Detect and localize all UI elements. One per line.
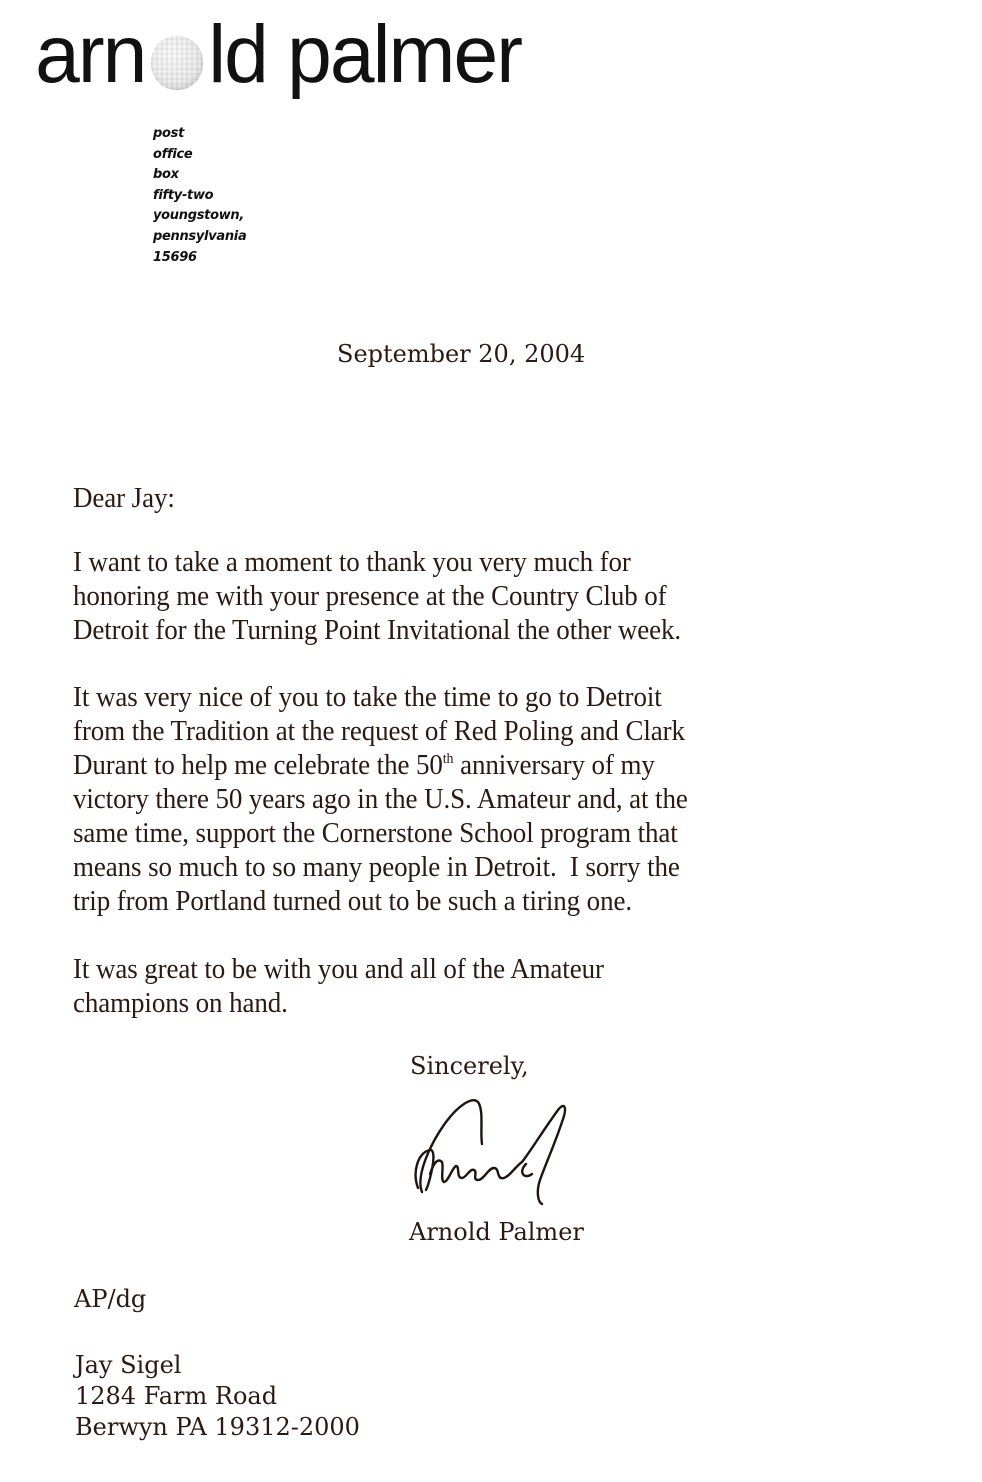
logo-text-start: arn xyxy=(35,9,146,100)
paragraph-1 xyxy=(73,545,681,647)
recipient-name: Jay Sigel xyxy=(75,1351,182,1379)
logo-text-end: ld palmer xyxy=(207,9,521,100)
address-line: box xyxy=(153,167,179,183)
text-line: victory there 50 years ago in the U.S. Amateur and, at the xyxy=(73,783,688,815)
address-line: pennsylvania xyxy=(153,228,247,244)
text-line: Detroit for the Turning Point Invitational the other week. xyxy=(73,614,682,646)
paragraph-3 xyxy=(73,952,604,1020)
address-line: 15696 xyxy=(153,249,197,265)
signature-icon xyxy=(408,1092,578,1212)
recipient-street: 1284 Farm Road xyxy=(75,1382,278,1410)
address-line: office xyxy=(153,146,193,162)
text-line: champions on hand. xyxy=(73,987,288,1019)
text-line: same time, support the Cornerstone School program that xyxy=(73,817,678,849)
text-fragment: anniversary of my xyxy=(453,749,655,781)
text-line: It was very nice of you to take the time to go to Detroit xyxy=(73,681,662,713)
paragraph-2 xyxy=(73,680,688,918)
letter-date: September 20, 2004 xyxy=(337,340,586,368)
text-line: It was great to be with you and all of the Amateur xyxy=(73,953,604,985)
text-line: honoring me with your presence at the Country Club of xyxy=(73,580,667,612)
address-line: fifty-two xyxy=(153,187,214,203)
typist-initials: AP/dg xyxy=(74,1285,147,1313)
letterhead-logo xyxy=(34,9,524,100)
text-line: from the Tradition at the request of Red Poling and Clark xyxy=(73,715,685,747)
text-line xyxy=(73,748,688,782)
text-line: means so much to so many people in Detroit. I sorry the xyxy=(73,851,680,883)
salutation-text: Dear Jay: xyxy=(73,482,175,514)
salutation xyxy=(73,481,175,515)
text-fragment: Durant to help me celebrate the 50 xyxy=(73,749,443,781)
address-line: youngstown, xyxy=(153,208,245,224)
ordinal-suffix: th xyxy=(442,751,454,767)
letterhead-address xyxy=(153,124,246,268)
text-line: I want to take a moment to thank you very much for xyxy=(73,546,631,578)
closing: Sincerely, xyxy=(410,1052,529,1080)
text-line: trip from Portland turned out to be such a tiring one. xyxy=(73,885,633,917)
recipient-address xyxy=(75,1350,360,1443)
golf-ball-icon xyxy=(151,36,203,90)
signer-name: Arnold Palmer xyxy=(409,1218,584,1246)
recipient-city-state-zip: Berwyn PA 19312-2000 xyxy=(75,1413,360,1441)
address-line: post xyxy=(153,126,184,141)
